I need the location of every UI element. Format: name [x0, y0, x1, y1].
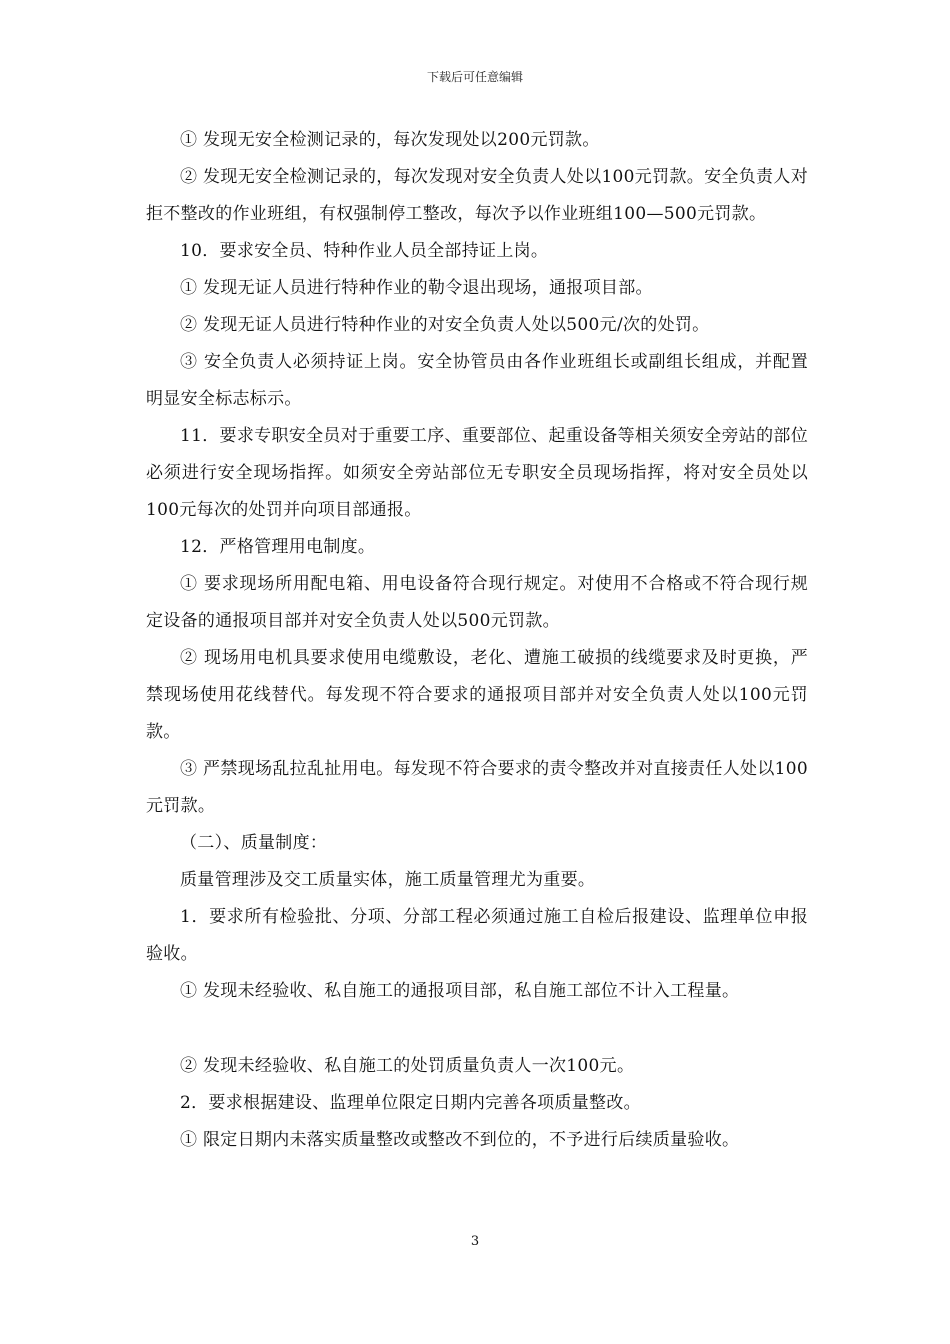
paragraph: 1．要求所有检验批、分项、分部工程必须通过施工自检后报建设、监理单位申报验收。: [146, 907, 808, 964]
page-header: 下载后可任意编辑: [426, 70, 523, 84]
paragraph: ③ 安全负责人必须持证上岗。安全协管员由各作业班组长或副组长组成，并配置明显安全标志标示。: [146, 352, 808, 409]
paragraph: 2．要求根据建设、监理单位限定日期内完善各项质量整改。: [180, 1093, 641, 1113]
paragraph: 质量管理涉及交工质量实体，施工质量管理尤为重要。: [180, 870, 596, 890]
paragraph: ① 限定日期内未落实质量整改或整改不到位的，不予进行后续质量验收。: [180, 1130, 740, 1150]
paragraph: ③ 严禁现场乱拉乱扯用电。每发现不符合要求的责令整改并对直接责任人处以100元罚款。: [146, 759, 808, 816]
paragraph: ② 发现无安全检测记录的，每次发现对安全负责人处以100元罚款。安全负责人对拒不整改的作业班组，有权强制停工整改，每次予以作业班组100—500元罚款。: [146, 167, 808, 224]
paragraph: 10．要求安全员、特种作业人员全部持证上岗。: [180, 241, 549, 261]
paragraph: ② 发现无证人员进行特种作业的对安全负责人处以500元/次的处罚。: [180, 315, 710, 335]
paragraph: ① 发现无证人员进行特种作业的勒令退出现场，通报项目部。: [180, 278, 653, 298]
blank-line: [146, 1010, 808, 1048]
paragraph: 11．要求专职安全员对于重要工序、重要部位、起重设备等相关须安全旁站的部位必须进行安全现场指挥。如须安全旁站部位无专职安全员现场指挥，将对安全员处以100元每次的处罚并向项目部通报。: [146, 426, 808, 520]
paragraph: ② 现场用电机具要求使用电缆敷设，老化、遭施工破损的线缆要求及时更换，严禁现场使用花线替代。每发现不符合要求的通报项目部并对安全负责人处以100元罚款。: [146, 648, 808, 742]
document-body: [146, 122, 808, 1159]
section-heading: （二）、质量制度：: [180, 833, 328, 853]
page-number: 3: [470, 1234, 480, 1249]
paragraph: ① 发现无安全检测记录的，每次发现处以200元罚款。: [180, 130, 600, 150]
paragraph: ① 要求现场所用配电箱、用电设备符合现行规定。对使用不合格或不符合现行规定设备的通报项目部并对安全负责人处以500元罚款。: [146, 574, 808, 631]
paragraph: 12．严格管理用电制度。: [180, 537, 376, 557]
paragraph: ② 发现未经验收、私自施工的处罚质量负责人一次100元。: [180, 1056, 635, 1076]
paragraph: ① 发现未经验收、私自施工的通报项目部，私自施工部位不计入工程量。: [180, 981, 740, 1001]
